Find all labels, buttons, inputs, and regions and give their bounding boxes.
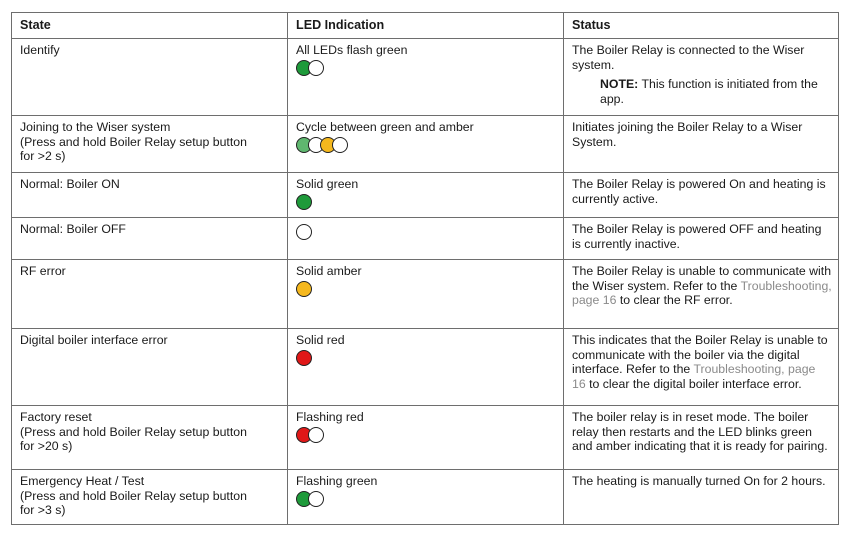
troubleshooting-link[interactable]: Troubleshooting, page 16 bbox=[572, 362, 816, 391]
status-text: The Boiler Relay is unable to communicate with the Wiser system. Refer to the bbox=[572, 264, 832, 293]
state-instruction: (Press and hold Boiler Relay setup button bbox=[20, 488, 247, 503]
table-row bbox=[12, 39, 839, 116]
status-cell bbox=[564, 260, 839, 329]
note bbox=[572, 77, 832, 106]
state-text: Factory reset bbox=[20, 410, 92, 424]
status-text-end: to clear the digital boiler interface error. bbox=[585, 376, 802, 391]
led-cell bbox=[288, 329, 564, 406]
state-instruction-duration: for >2 s) bbox=[20, 149, 66, 163]
led-cell bbox=[288, 39, 564, 116]
state-instruction: (Press and hold Boiler Relay setup button bbox=[20, 424, 247, 439]
led-green-icon bbox=[296, 194, 312, 210]
state-text: Normal: Boiler ON bbox=[20, 177, 120, 191]
led-text: Solid amber bbox=[296, 264, 362, 278]
led-indication-table bbox=[11, 12, 839, 525]
status-cell bbox=[564, 173, 839, 218]
status-text-end: to clear the RF error. bbox=[616, 293, 733, 307]
state-instruction-duration: for >3 s) bbox=[20, 503, 66, 517]
led-icons bbox=[296, 350, 557, 370]
status-cell bbox=[564, 406, 839, 470]
led-cell bbox=[288, 218, 564, 260]
header-led-indication: LED Indication bbox=[288, 13, 564, 39]
led-red-icon bbox=[296, 350, 312, 366]
state-text: Normal: Boiler OFF bbox=[20, 222, 126, 236]
led-text: Flashing red bbox=[296, 410, 364, 424]
state-cell bbox=[12, 39, 288, 116]
state-cell bbox=[12, 218, 288, 260]
led-icons bbox=[296, 281, 557, 301]
note-text: This function is initiated from the app. bbox=[600, 77, 818, 106]
status-text: This indicates that the Boiler Relay is unable to communicate with the boiler via the digital interface. Refer to the bbox=[572, 333, 828, 376]
status-cell bbox=[564, 218, 839, 260]
led-text: All LEDs flash green bbox=[296, 43, 408, 57]
table-row bbox=[12, 470, 839, 525]
state-instruction-duration: for >20 s) bbox=[20, 439, 73, 453]
led-cell bbox=[288, 260, 564, 329]
table-row bbox=[12, 406, 839, 470]
troubleshooting-link[interactable]: Troubleshooting, page 16 bbox=[572, 278, 832, 307]
status-text: Initiates joining the Boiler Relay to a Wiser System. bbox=[572, 120, 803, 149]
led-text: Solid green bbox=[296, 177, 359, 191]
state-cell bbox=[12, 116, 288, 173]
table-row bbox=[12, 218, 839, 260]
led-white-icon bbox=[308, 60, 324, 76]
led-white-icon bbox=[308, 491, 324, 507]
led-white-icon bbox=[296, 224, 312, 240]
led-icons bbox=[296, 137, 557, 157]
state-cell bbox=[12, 329, 288, 406]
led-icons bbox=[296, 60, 557, 80]
status-cell bbox=[564, 116, 839, 173]
status-cell bbox=[564, 39, 839, 116]
state-instruction: (Press and hold Boiler Relay setup button bbox=[20, 134, 247, 149]
state-text: Joining to the Wiser system bbox=[20, 120, 171, 134]
state-text: RF error bbox=[20, 264, 66, 278]
status-text: The boiler relay is in reset mode. The boiler relay then restarts and the LED blinks green and amber indicating that it is ready for pairing. bbox=[572, 410, 828, 453]
led-amber-icon bbox=[296, 281, 312, 297]
led-text: Cycle between green and amber bbox=[296, 120, 474, 134]
state-text: Identify bbox=[20, 43, 60, 57]
led-cell bbox=[288, 173, 564, 218]
led-icons bbox=[296, 224, 557, 244]
note-label: NOTE: bbox=[600, 77, 639, 91]
state-text: Emergency Heat / Test bbox=[20, 474, 145, 488]
led-icons bbox=[296, 491, 557, 511]
state-text: Digital boiler interface error bbox=[20, 333, 168, 347]
led-text: Flashing green bbox=[296, 474, 378, 488]
table-row bbox=[12, 260, 839, 329]
table-row bbox=[12, 329, 839, 406]
status-text: The Boiler Relay is powered OFF and heating is currently inactive. bbox=[572, 222, 822, 251]
led-cell bbox=[288, 406, 564, 470]
led-white-icon bbox=[332, 137, 348, 153]
state-cell bbox=[12, 173, 288, 218]
led-text: Solid red bbox=[296, 333, 345, 347]
led-cell bbox=[288, 116, 564, 173]
table-row bbox=[12, 116, 839, 173]
status-text: The heating is manually turned On for 2 hours. bbox=[572, 474, 826, 488]
led-white-icon bbox=[308, 427, 324, 443]
header-row bbox=[12, 13, 839, 39]
status-text: The Boiler Relay is powered On and heating is currently active. bbox=[572, 177, 826, 206]
led-icons bbox=[296, 194, 557, 214]
status-text: The Boiler Relay is connected to the Wiser system. bbox=[572, 43, 805, 72]
led-icons bbox=[296, 427, 557, 447]
header-state: State bbox=[12, 13, 288, 39]
status-cell bbox=[564, 470, 839, 525]
state-cell bbox=[12, 406, 288, 470]
status-cell bbox=[564, 329, 839, 406]
led-cell bbox=[288, 470, 564, 525]
table-row bbox=[12, 173, 839, 218]
state-cell bbox=[12, 470, 288, 525]
header-status: Status bbox=[564, 13, 839, 39]
state-cell bbox=[12, 260, 288, 329]
